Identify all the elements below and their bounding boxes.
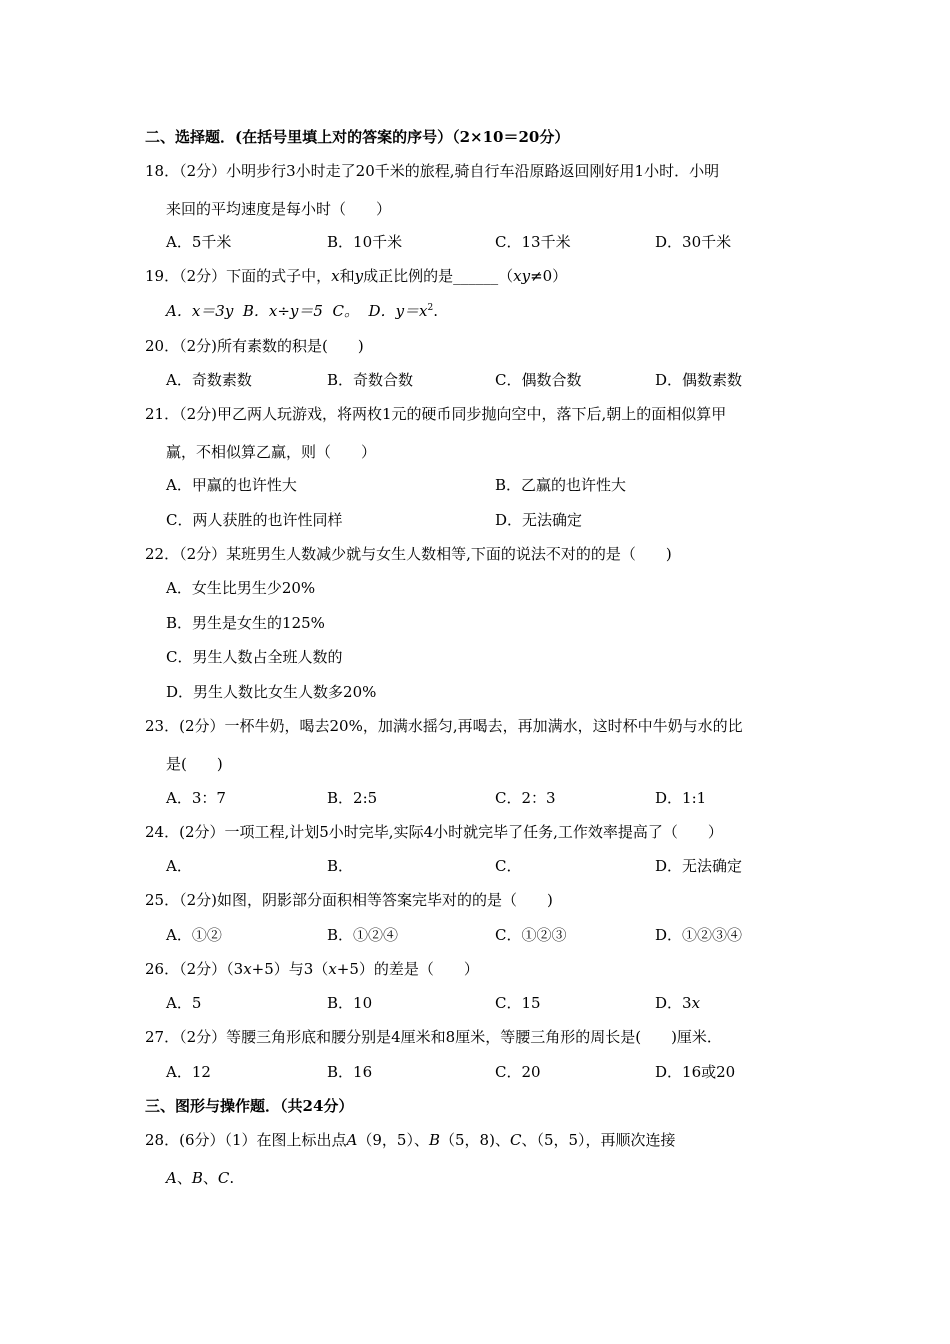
q21-option-d: D．无法确定 <box>495 511 583 529</box>
q22-option-a: A．女生比男生少20% <box>166 579 316 597</box>
q25-option-a: A．①② <box>166 926 222 944</box>
q27-option-b: B．16 <box>327 1063 373 1081</box>
q26-option-a: A．5 <box>166 994 202 1012</box>
q28-point-a-coord: （9，5）、 <box>357 1131 429 1149</box>
q27-option-a: A．12 <box>166 1063 211 1081</box>
q20-option-d: D．偶数素数 <box>655 371 743 389</box>
q21-option-c: C．两人获胜的也许性同样 <box>166 511 343 529</box>
q18-option-d: D．30千米 <box>655 233 732 251</box>
q23-option-c: C．2：3 <box>495 789 556 807</box>
q24-option-d: D．无法确定 <box>655 857 743 875</box>
q18-option-b: B．10千米 <box>327 233 403 251</box>
question-23-stem: 23．(2分）一杯牛奶，喝去20%，加满水摇匀,再喝去，再加满水，这时杯中牛奶与水的比 <box>145 717 743 735</box>
q26-option-b: B．10 <box>327 994 373 1012</box>
q19-option-d-label: D． <box>368 302 396 320</box>
q19-var-y: y <box>354 267 364 285</box>
q26-option-d-var: x <box>691 994 701 1012</box>
question-18-stem: 18．（2分）小明步行3小时走了20千米的旅程,骑自行车沿原路返回刚好用1小时．小明 <box>145 162 720 180</box>
q19-stem-end: 成正比例的是______（ <box>363 267 514 285</box>
q23-option-d: D．1:1 <box>655 789 707 807</box>
question-22-stem: 22．（2分）某班男生人数减少就与女生人数相等,下面的说法不对的的是（ ) <box>145 545 672 563</box>
q19-option-d-end: . <box>433 302 439 320</box>
question-28-stem <box>145 1130 676 1150</box>
q19-var-x: x <box>331 267 340 285</box>
q19-and: 和 <box>339 267 355 285</box>
question-19-stem <box>145 266 567 286</box>
q26-option-d-label: D．3 <box>655 994 692 1012</box>
q20-option-a: A．奇数素数 <box>166 371 252 389</box>
q28-end: . <box>229 1169 235 1187</box>
q25-option-b: B．①②④ <box>327 926 399 944</box>
q28-line2-a: A <box>166 1169 177 1187</box>
q28-point-b-coord: （5，8)、 <box>440 1131 510 1149</box>
question-19-options <box>166 301 438 321</box>
q18-option-c: C．13千米 <box>495 233 571 251</box>
q28-sep-1: 、 <box>176 1169 192 1187</box>
q19-option-b-label: B． <box>242 302 269 320</box>
q26-var-x1: x <box>243 960 252 978</box>
q19-option-a-expr: x＝3y <box>191 302 234 320</box>
q21-option-b: B．乙赢的也许性大 <box>495 476 627 494</box>
q28-point-c-coord: 、（5，5），再顺次连接 <box>521 1131 676 1149</box>
q20-option-b: B．奇数合数 <box>327 371 414 389</box>
q25-option-c: C．①②③ <box>495 926 567 944</box>
q28-point-c: C <box>509 1131 522 1149</box>
q25-option-d: D．①②③④ <box>655 926 743 944</box>
question-24-stem: 24．(2分）一项工程,计划5小时完毕,实际4小时就完毕了任务,工作效率提高了（ ） <box>145 823 723 841</box>
q24-option-a: A． <box>166 857 192 875</box>
q26-var-x2: x <box>328 960 337 978</box>
section-3-title: 三、图形与操作题．（共24分） <box>145 1097 354 1115</box>
q27-option-c: C．20 <box>495 1063 541 1081</box>
question-28-stem-cont <box>166 1168 234 1188</box>
question-25-stem: 25．（2分)如图，阴影部分面积相等答案完毕对的的是（ ) <box>145 891 553 909</box>
q19-option-b-expr: x÷y＝5 <box>268 302 323 320</box>
q26-stem-post: +5）的差是（ ） <box>336 960 479 978</box>
q19-stem-text: 19．（2分）下面的式子中， <box>145 267 332 285</box>
question-27-stem: 27．（2分）等腰三角形底和腰分别是4厘米和8厘米，等腰三角形的周长是( )厘米． <box>145 1028 722 1046</box>
q27-option-d: D．16或20 <box>655 1063 736 1081</box>
q28-line2-c: C <box>217 1169 230 1187</box>
section-2-title: 二、选择题．(在括号里填上对的答案的序号）（2×10＝20分） <box>145 128 570 146</box>
question-18-stem-cont: 来回的平均速度是每小时（ ） <box>166 200 392 218</box>
question-20-stem: 20．（2分)所有素数的积是( ) <box>145 337 364 355</box>
q26-stem-mid: +5）与3（ <box>251 960 329 978</box>
q24-option-b: B． <box>327 857 354 875</box>
q19-ne0: ≠0） <box>530 267 568 285</box>
q26-option-d <box>655 993 700 1013</box>
q19-var-xy: xy <box>513 267 531 285</box>
q22-option-d: D．男生人数比女生人数多20% <box>166 683 377 701</box>
q21-option-a: A．甲赢的也许性大 <box>166 476 297 494</box>
question-26-stem <box>145 959 479 979</box>
q22-option-c: C．男生人数占全班人数的 <box>166 648 343 666</box>
q28-line2-b: B <box>191 1169 203 1187</box>
q19-option-c-label: C。 <box>332 302 359 320</box>
q28-point-b: B <box>428 1131 440 1149</box>
q20-option-c: C．偶数合数 <box>495 371 582 389</box>
q22-option-b: B．男生是女生的125% <box>166 614 325 632</box>
q28-sep-2: 、 <box>202 1169 218 1187</box>
q19-option-d-sup: 2 <box>427 303 434 313</box>
question-21-stem: 21．（2分)甲乙两人玩游戏，将两枚1元的硬币同步抛向空中，落下后,朝上的面相似算甲 <box>145 405 727 423</box>
q28-point-a: A <box>346 1131 358 1149</box>
q18-option-a: A．5千米 <box>166 233 232 251</box>
q23-option-b: B．2:5 <box>327 789 378 807</box>
question-21-stem-cont: 赢，不相似算乙赢，则（ ） <box>166 443 377 461</box>
q23-option-a: A．3：7 <box>166 789 226 807</box>
q26-stem-pre: 26．（2分）（3 <box>145 960 244 978</box>
q28-stem-pre: 28．(6分）（1）在图上标出点 <box>145 1131 347 1149</box>
q24-option-c: C． <box>495 857 522 875</box>
q26-option-c: C．15 <box>495 994 541 1012</box>
q19-option-a-label: A． <box>166 302 192 320</box>
question-23-stem-cont: 是( ) <box>166 755 223 773</box>
q19-option-d-expr: y＝x <box>395 302 428 320</box>
